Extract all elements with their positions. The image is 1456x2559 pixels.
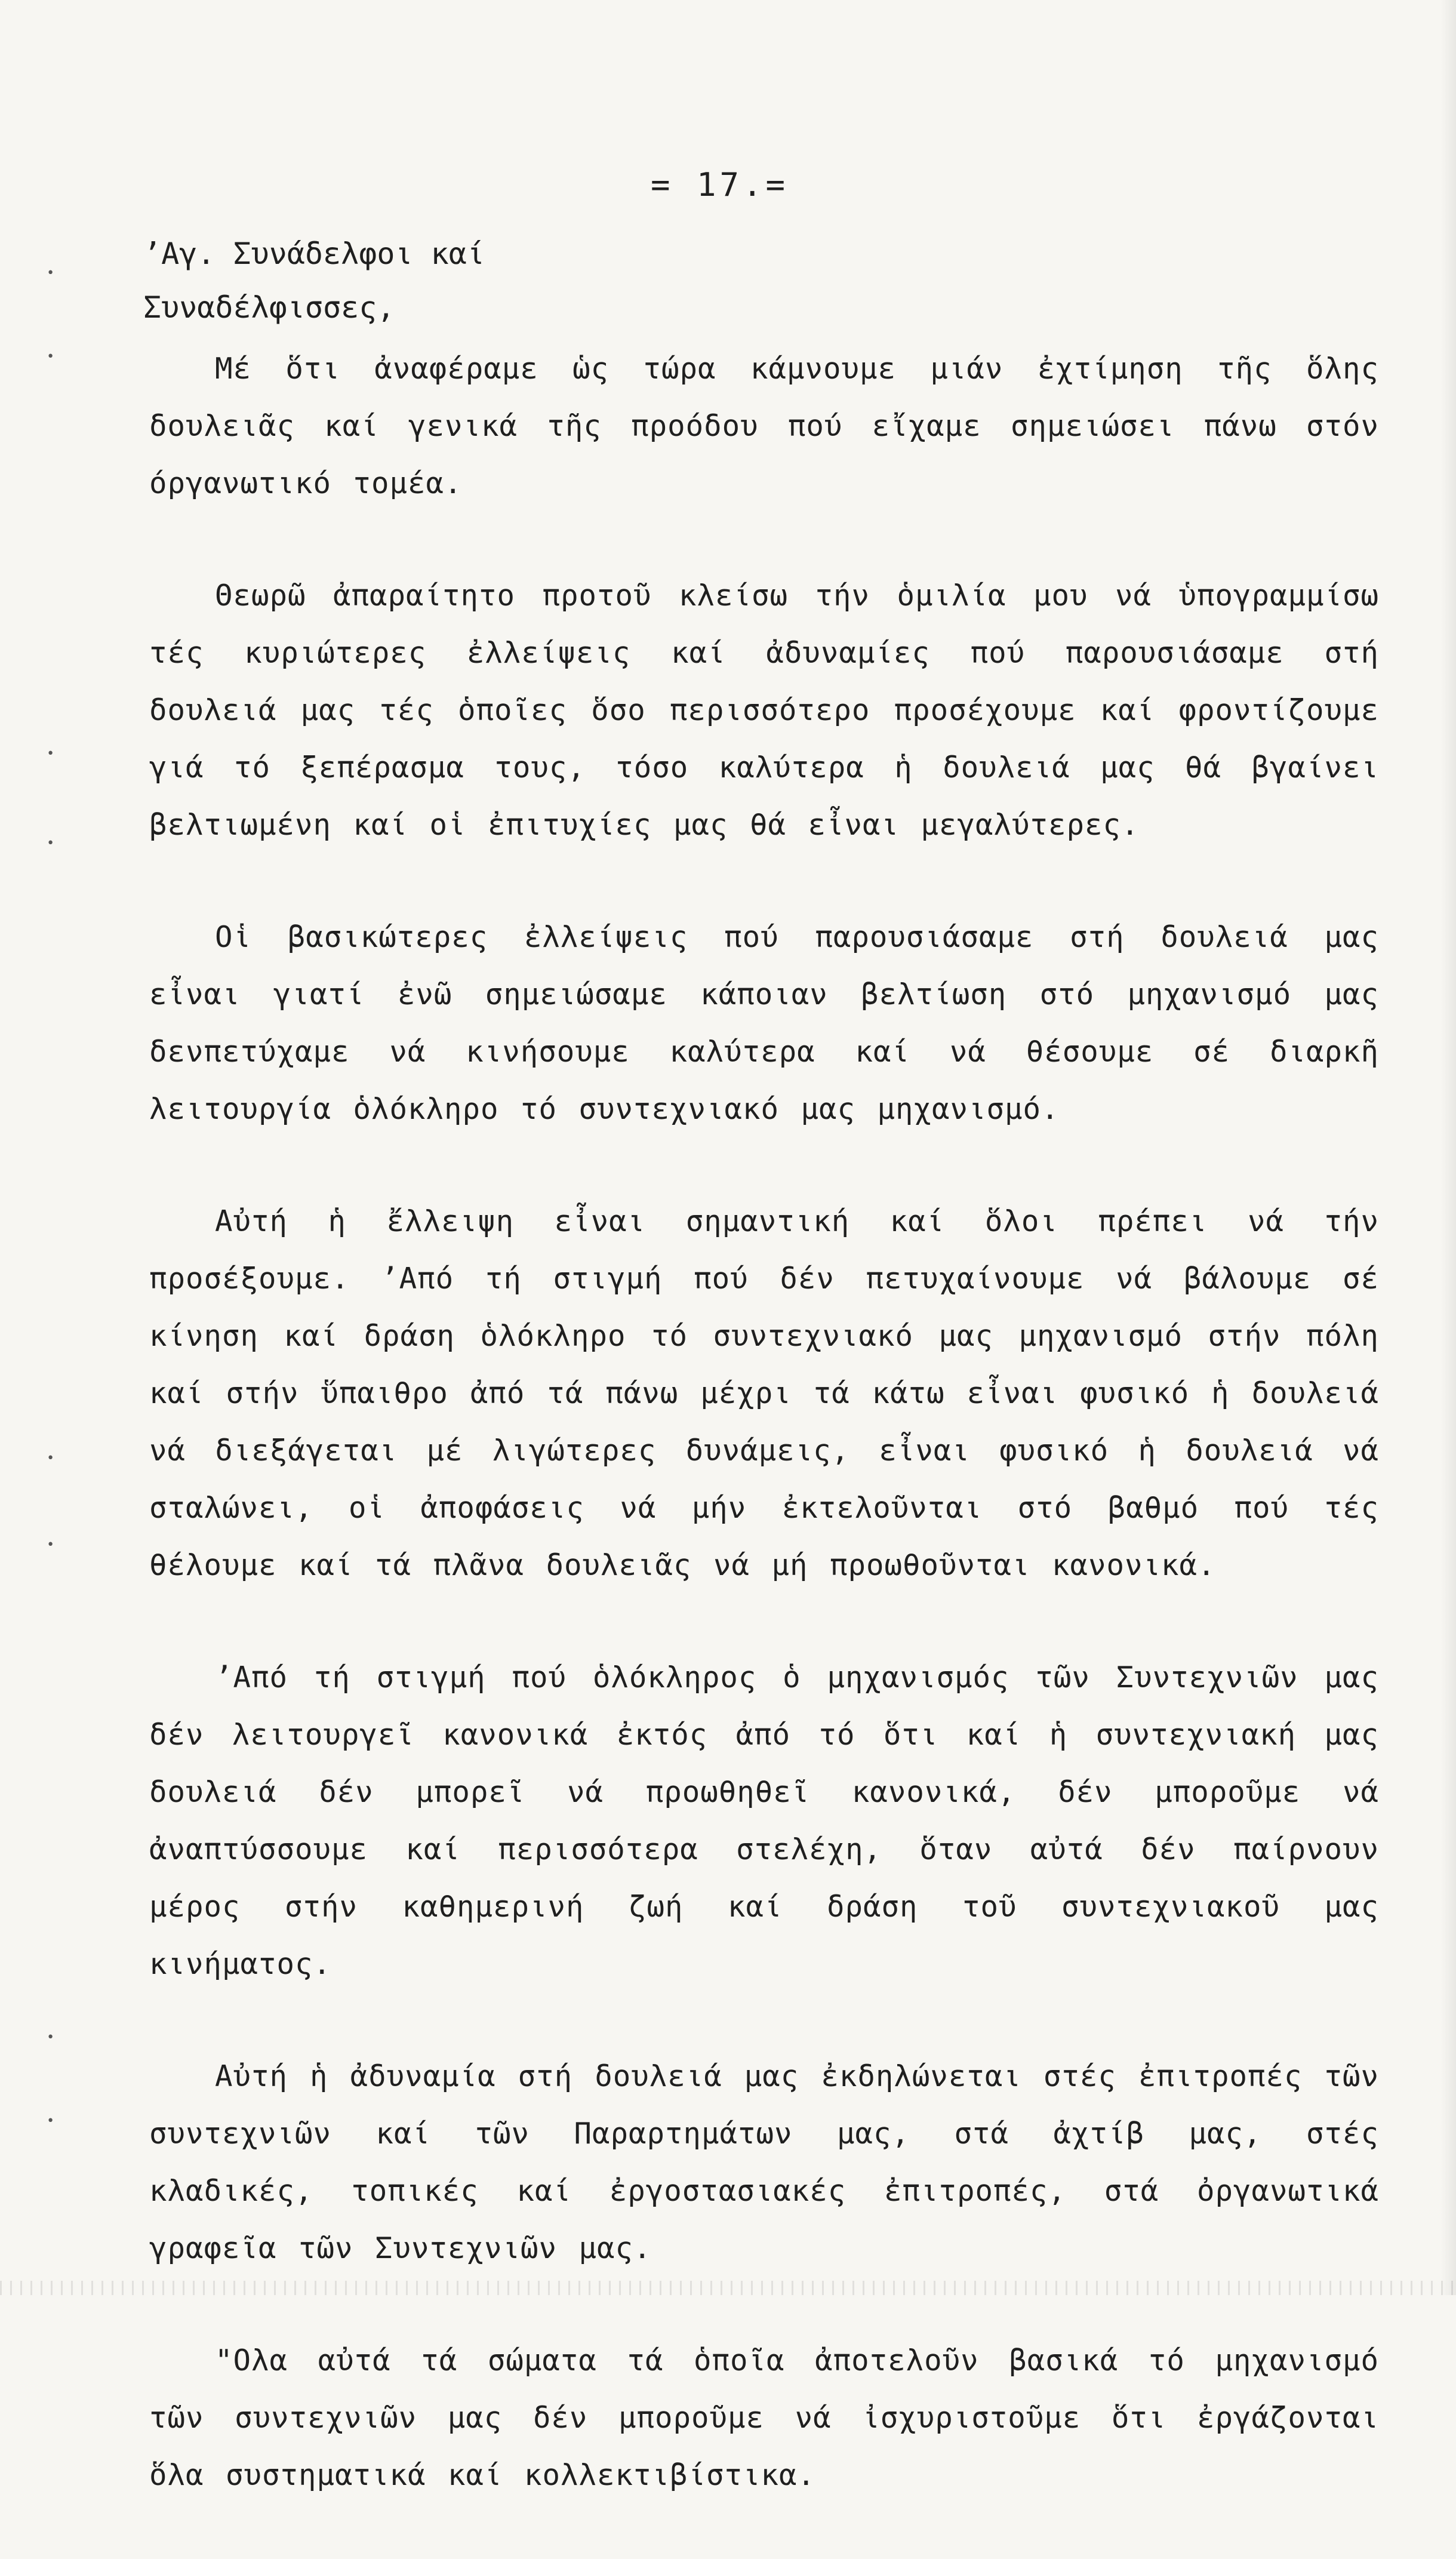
paragraph-2: Θεωρῶ ἀπαραίτητο προτοῦ κλείσω τήν ὁμιλία μου νά ὑπογραμμίσω τές κυριώτερες ἐλλείψεις καί ἀδυναμίες πού παρουσιάσαμε στή δουλειά μας τές ὁποῖες ὅσο περισσότερο προσέχουμε καί φροντίζουμε γιά τό ξεπέρασμα τους, τόσο καλύτερα ἡ δουλειά μας θά βγαίνει βελτιωμένη καί οἱ ἐπιτυχίες μας θά εἶναι μεγαλύτερες.	[149, 579, 1379, 842]
paragraph-4: Αὐτή ἡ ἔλλειψη εἶναι σημαντική καί ὅλοι πρέπει νά τήν προσέξουμε. ’Από τή στιγμή πού δέν πετυχαίνουμε νά βάλουμε σέ κίνηση καί δράση ὁλόκληρο τό συντεχνιακό μας μηχανισμό στήν πόλη καί στήν ὕπαιθρο ἀπό τά πάνω μέχρι τά κάτω εἶναι φυσικό ἡ δουλειά νά διεξάγεται μέ λιγώτερες δυνάμεις, εἶναι φυσικό ἡ δουλειά νά σταλώνει, οἱ ἀποφάσεις νά μήν ἐκτελοῦνται στό βαθμό πού τές θέλουμε καί τά πλᾶνα δουλειᾶς νά μή προωθοῦνται κανονικά.	[149, 1204, 1379, 1582]
salutation	[143, 227, 485, 334]
salutation-line-2: Συναδέλφισσες,	[143, 290, 395, 325]
scan-bottom-edge	[0, 2281, 1456, 2295]
margin-dot: •	[47, 1451, 55, 1466]
margin-dot: •	[47, 349, 55, 364]
margin-dot: •	[47, 266, 55, 281]
margin-dot: •	[47, 1537, 55, 1552]
paragraph-1: Μέ ὅτι ἀναφέραμε ὡς τώρα κάμνουμε μιάν ἐχτίμηση τῆς ὅλης δουλειᾶς καί γενικά τῆς προόδου πού εἴχαμε σημειώσει πάνω στόν όργανωτικό τομέα.	[149, 352, 1379, 500]
body-text	[149, 340, 1379, 2559]
paragraph-6: Αὐτή ἡ ἀδυναμία στή δουλειά μας ἐκδηλώνεται στές ἐπιτροπές τῶν συντεχνιῶν καί τῶν Παραρτημάτων μας, στά ἀχτίβ μας, στές κλαδικές, τοπικές καί ἐργοστασιακές ἐπιτροπές, στά ὀργανωτικά γραφεῖα τῶν Συντεχνιῶν μας.	[149, 2059, 1379, 2265]
margin-dot: •	[47, 836, 55, 851]
scan-edge-shadow	[1440, 0, 1456, 2295]
margin-dot: •	[47, 746, 55, 761]
margin-dot: •	[47, 2030, 55, 2045]
paragraph-5: ’Από τή στιγμή πού ὁλόκληρος ὁ μηχανισμός τῶν Συντεχνιῶν μας δέν λειτουργεῖ κανονικά ἐκτός ἀπό τό ὅτι καί ἡ συντεχνιακή μας δουλειά δέν μπορεῖ νά προωθηθεῖ κανονικά, δέν μποροῦμε νά ἀναπτύσσουμε καί περισσότερα στελέχη, ὅταν αὐτά δέν παίρνουν μέρος στήν καθημερινή ζωή καί δράση τοῦ συντεχνιακοῦ μας κινήματος.	[149, 1660, 1379, 1981]
paragraph-7: "Ολα αὐτά τά σώματα τά ὁποῖα ἀποτελοῦν βασικά τό μηχανισμό τῶν συντεχνιῶν μας δέν μποροῦμε νά ἰσχυριστοῦμε ὅτι ἐργάζονται ὅλα συστηματικά καί κολλεκτιβίστικα.	[149, 2343, 1379, 2492]
paragraph-3: Οἱ βασικώτερες ἐλλείψεις πού παρουσιάσαμε στή δουλειά μας εἶναι γιατί ἐνῶ σημειώσαμε κάποιαν βελτίωση στό μηχανισμό μας δενπετύχαμε νά κινήσουμε καλύτερα καί νά θέσουμε σέ διαρκῆ λειτουργία ὁλόκληρο τό συντεχνιακό μας μηχανισμό.	[149, 920, 1379, 1126]
page-number: = 17.=	[651, 166, 789, 204]
salutation-line-1: ’Αγ. Συνάδελφοι καί	[143, 236, 485, 271]
margin-dot: •	[47, 2114, 55, 2129]
